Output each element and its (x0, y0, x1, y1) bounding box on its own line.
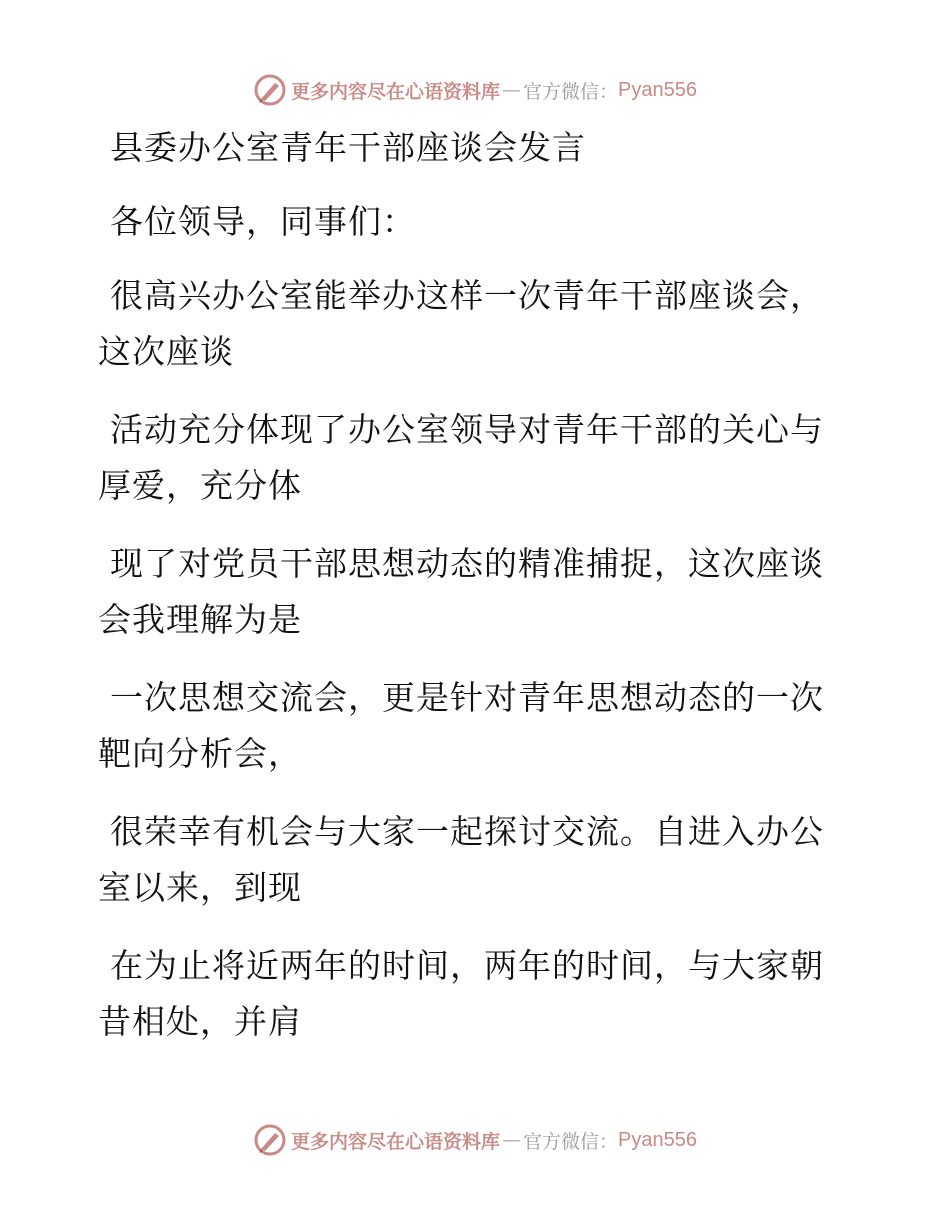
paragraph-line: 一次思想交流会，更是针对青年思想动态的一次 (110, 678, 824, 717)
watermark-label: 官方微信： (523, 80, 619, 103)
paragraph-line: 在为止将近两年的时间，两年的时间，与大家朝 (110, 946, 824, 985)
paragraph-line: 靶向分析会， (98, 734, 302, 773)
salutation: 各位领导，同事们： (110, 202, 416, 241)
paragraph-5 (98, 804, 838, 916)
paragraph-3 (98, 536, 838, 648)
footer-watermark (0, 1120, 950, 1160)
pen-logo-icon (253, 73, 287, 107)
pen-logo-icon (253, 1123, 287, 1157)
paragraph-line: 厚爱，充分体 (98, 466, 302, 505)
paragraph-line: 很高兴办公室能举办这样一次青年干部座谈会， (110, 276, 824, 315)
paragraph-6 (98, 938, 838, 1050)
paragraph-line: 很荣幸有机会与大家一起探讨交流。自进入办公 (110, 812, 824, 851)
paragraph-1 (98, 268, 838, 380)
document-title: 县委办公室青年干部座谈会发言 (110, 128, 586, 167)
watermark-label: 官方微信： (523, 1130, 619, 1153)
watermark-dash: — (502, 79, 522, 101)
watermark-account: Pyan556 (618, 1128, 697, 1151)
paragraph-line: 现了对党员干部思想动态的精准捕捉，这次座谈 (110, 544, 824, 583)
watermark-dash: — (502, 1129, 522, 1151)
paragraph-line: 昔相处，并肩 (98, 1002, 302, 1041)
watermark-account: Pyan556 (618, 78, 697, 101)
watermark-brand: 更多内容尽在心语资料库 (291, 80, 501, 103)
document-body (98, 120, 838, 1072)
paragraph-line: 会我理解为是 (98, 600, 302, 639)
paragraph-line: 活动充分体现了办公室领导对青年干部的关心与 (110, 410, 824, 449)
paragraph-4 (98, 670, 838, 782)
paragraph-line: 室以来，到现 (98, 868, 302, 907)
paragraph-line: 这次座谈 (98, 332, 234, 371)
paragraph-2 (98, 402, 838, 514)
watermark-brand: 更多内容尽在心语资料库 (291, 1130, 501, 1153)
header-watermark (0, 70, 950, 110)
